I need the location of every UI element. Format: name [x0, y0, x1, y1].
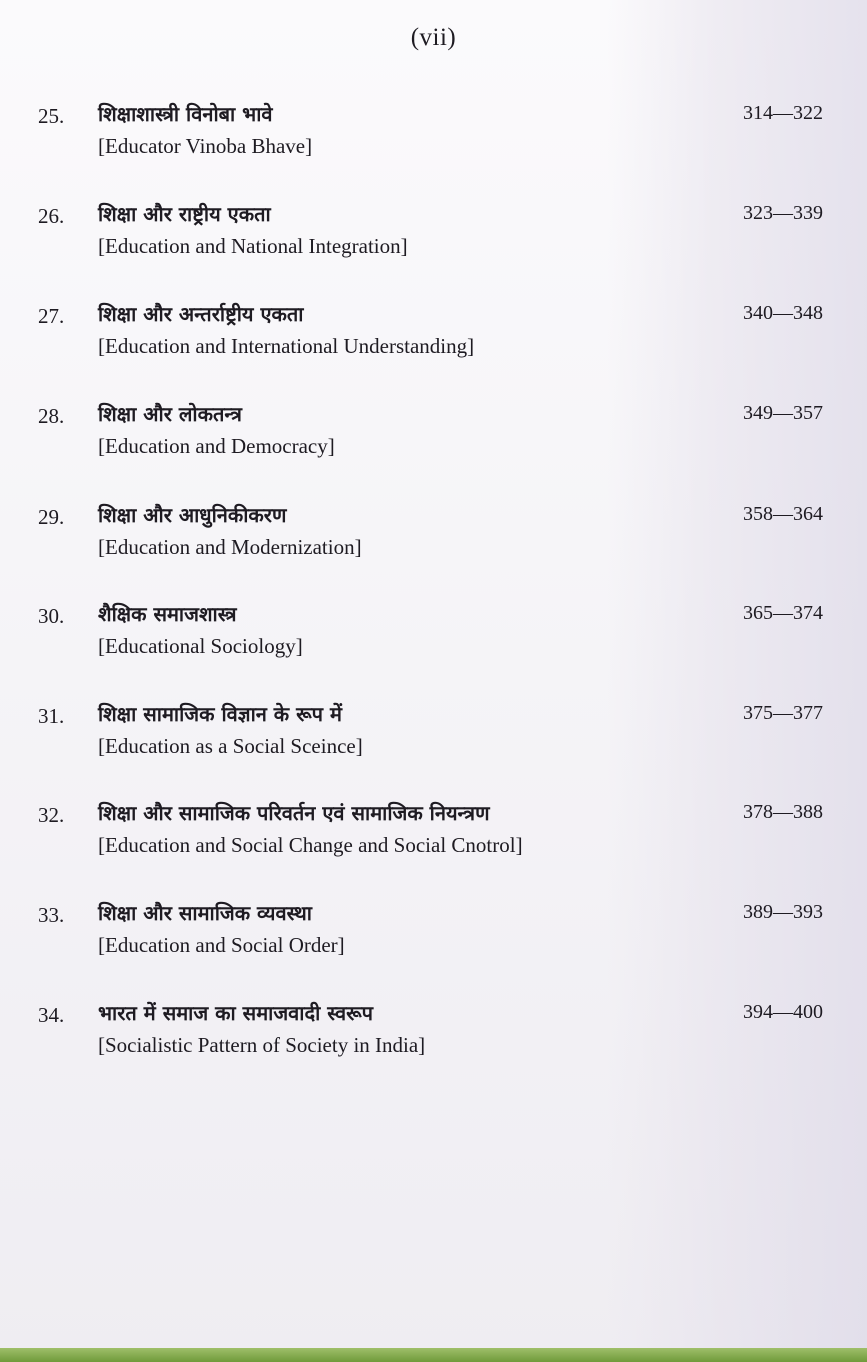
toc-entry-28 [0, 400, 867, 480]
toc-entry-30 [0, 600, 867, 680]
entry-title-english: [Educational Sociology] [98, 634, 303, 658]
entry-number: 34. [38, 1003, 65, 1027]
entry-page-range: 358—364 [743, 503, 823, 525]
entry-number: 32. [38, 803, 65, 827]
entry-page-range: 340—348 [743, 302, 823, 324]
entry-title-english: [Education and Democracy] [98, 434, 335, 458]
entry-number: 29. [38, 505, 65, 529]
entry-number: 27. [38, 304, 65, 328]
toc-entry-27 [0, 300, 867, 380]
entry-title-english: [Socialistic Pattern of Society in India] [98, 1033, 426, 1057]
entry-page-range: 378—388 [743, 801, 823, 823]
toc-entry-25 [0, 100, 867, 180]
entry-title-english: [Education and National Integration] [98, 234, 408, 258]
entry-title-english: [Education and Modernization] [98, 535, 362, 559]
entry-title-english: [Educator Vinoba Bhave] [98, 134, 313, 158]
toc-entry-33 [0, 899, 867, 979]
entry-title-english: [Education as a Social Sceince] [98, 734, 363, 758]
entry-number: 33. [38, 903, 65, 927]
entry-title-hindi: शिक्षा और अन्तर्राष्ट्रीय एकता [98, 302, 304, 326]
entry-title-english: [Education and Social Order] [98, 933, 345, 957]
entry-number: 25. [38, 104, 65, 128]
entry-title-hindi: शिक्षा और सामाजिक व्यवस्था [98, 901, 312, 925]
entry-title-hindi: शिक्षा और लोकतन्त्र [98, 402, 242, 426]
toc-entry-26 [0, 200, 867, 280]
entry-number: 31. [38, 704, 65, 728]
entry-page-range: 389—393 [743, 901, 823, 923]
entry-title-hindi: शिक्षा सामाजिक विज्ञान के रूप में [98, 702, 342, 726]
page-number: (vii) [410, 24, 457, 51]
entry-page-range: 323—339 [743, 202, 823, 224]
toc-entry-29 [0, 501, 867, 581]
bottom-edge-strip [0, 1348, 867, 1362]
entry-title-hindi: शिक्षा और राष्ट्रीय एकता [98, 202, 271, 226]
toc-entry-31 [0, 700, 867, 780]
entry-title-english: [Education and Social Change and Social Cnotrol] [98, 833, 523, 857]
entry-number: 28. [38, 404, 65, 428]
entry-title-hindi: शैक्षिक समाजशास्त्र [98, 602, 237, 626]
entry-page-range: 349—357 [743, 402, 823, 424]
entry-title-hindi: शिक्षा और सामाजिक परिवर्तन एवं सामाजिक नियन्त्रण [98, 801, 490, 825]
toc-entry-34 [0, 999, 867, 1079]
entry-page-range: 375—377 [743, 702, 823, 724]
entry-page-range: 365—374 [743, 602, 823, 624]
entry-title-hindi: भारत में समाज का समाजवादी स्वरूप [98, 1001, 374, 1025]
entry-title-english: [Education and International Understanding] [98, 334, 475, 358]
entry-page-range: 314—322 [743, 102, 823, 124]
entry-number: 30. [38, 604, 65, 628]
entry-title-hindi: शिक्षा और आधुनिकीकरण [98, 503, 287, 527]
entry-title-hindi: शिक्षाशास्त्री विनोबा भावे [98, 102, 273, 126]
toc-entry-32 [0, 799, 867, 879]
entry-number: 26. [38, 204, 65, 228]
entry-page-range: 394—400 [743, 1001, 823, 1023]
